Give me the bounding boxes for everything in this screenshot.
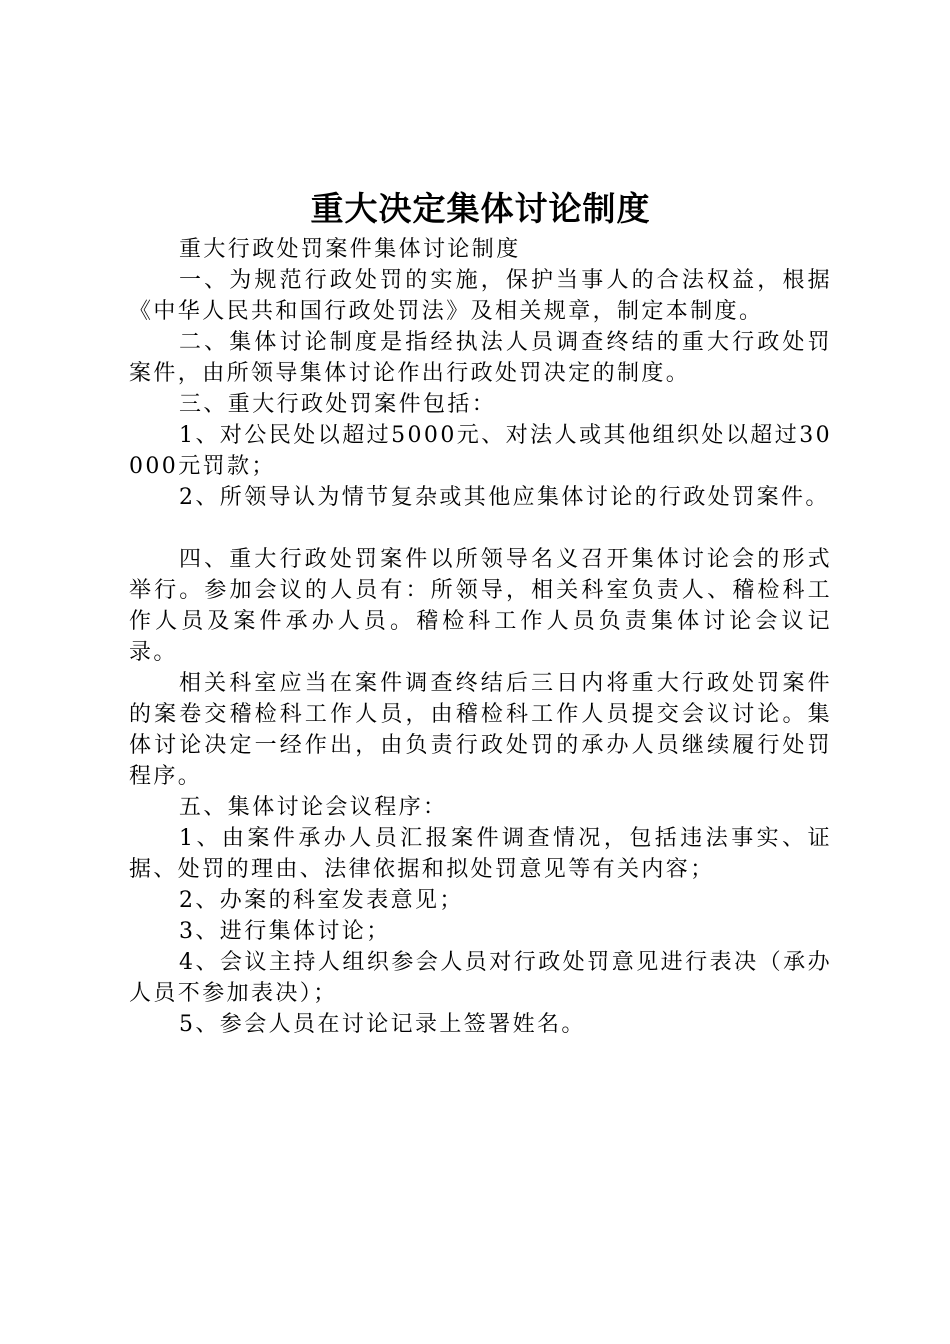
paragraph-subtitle: 重大行政处罚案件集体讨论制度 xyxy=(179,237,521,262)
paragraph-item-3-2: 2、所领导认为情节复杂或其他应集体讨论的行政处罚案件。 xyxy=(179,485,830,510)
paragraph-item-5-5: 5、参会人员在讨论记录上签署姓名。 xyxy=(179,1012,586,1037)
blank-line xyxy=(129,513,832,544)
document-body xyxy=(129,234,832,1040)
paragraph-item-5-2: 2、办案的科室发表意见； xyxy=(179,888,464,913)
document-title: 重大决定集体讨论制度 xyxy=(310,189,651,228)
paragraph-item-3-1: 1、对公民处以超过5000元、对法人或其他组织处以超过30000元罚款； xyxy=(129,423,832,479)
paragraph-section-4: 四、重大行政处罚案件以所领导名义召开集体讨论会的形式举行。参加会议的人员有：所领导，相关科室负责人、稽检科工作人员及案件承办人员。稽检科工作人员负责集体讨论会议记录。 xyxy=(129,547,832,665)
paragraph-section-3: 三、重大行政处罚案件包括： xyxy=(179,392,497,417)
paragraph-section-4-detail: 相关科室应当在案件调查终结后三日内将重大行政处罚案件的案卷交稽检科工作人员，由稽检科工作人员提交会议讨论。集体讨论决定一经作出，由负责行政处罚的承办人员继续履行处罚程序。 xyxy=(129,671,832,789)
paragraph-section-5: 五、集体讨论会议程序： xyxy=(179,795,448,820)
paragraph-item-5-3: 3、进行集体讨论； xyxy=(179,919,391,944)
paragraph-section-2: 二、集体讨论制度是指经执法人员调查终结的重大行政处罚案件，由所领导集体讨论作出行政处罚决定的制度。 xyxy=(129,330,832,386)
paragraph-item-5-1: 1、由案件承办人员汇报案件调查情况，包括违法事实、证据、处罚的理由、法律依据和拟处罚意见等有关内容； xyxy=(129,826,832,882)
paragraph-section-1: 一、为规范行政处罚的实施，保护当事人的合法权益，根据《中华人民共和国行政处罚法》及相关规章，制定本制度。 xyxy=(129,268,832,324)
paragraph-item-5-4: 4、会议主持人组织参会人员对行政处罚意见进行表决（承办人员不参加表决）； xyxy=(129,950,832,1006)
